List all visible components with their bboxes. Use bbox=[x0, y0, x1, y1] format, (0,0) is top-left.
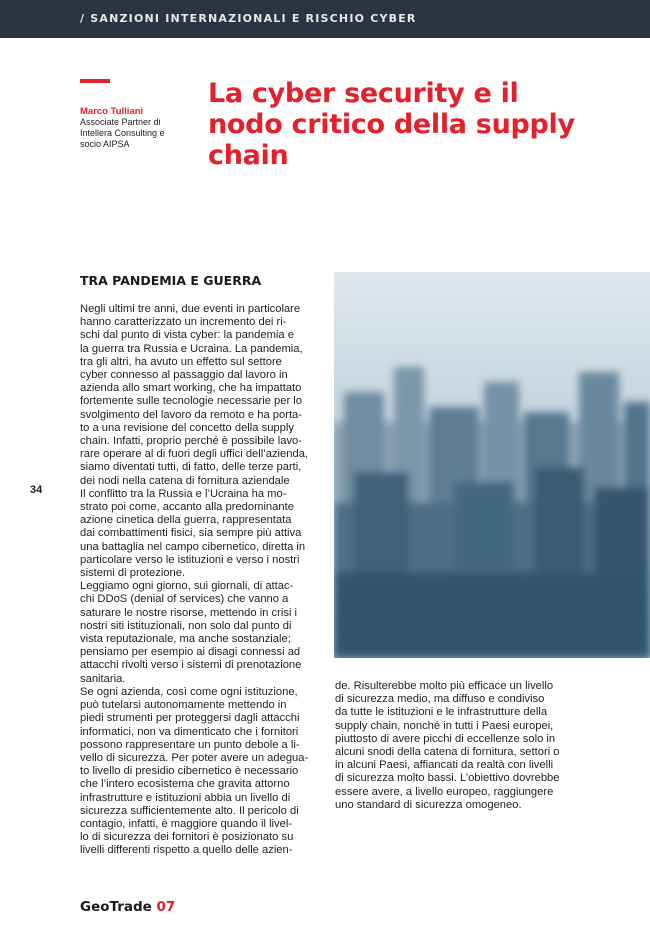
text-line: vello di sicurezza. Per poter avere un adegua- bbox=[80, 751, 309, 764]
author-role-line: socio AIPSA bbox=[80, 139, 130, 149]
text-line: saturare le nostre risorse, mettendo in crisi i bbox=[80, 606, 297, 619]
text-line: pensiamo per esempio ai disagi connessi ad bbox=[80, 646, 301, 659]
text-line: particolare verso le istituzioni e verso i nostri bbox=[80, 553, 300, 566]
text-line: uno standard di sicurezza omogeneo. bbox=[335, 798, 522, 811]
text-line: schi dal punto di vista cyber: la pandemia e bbox=[80, 329, 294, 342]
text-line: lo di sicurezza dei fornitori è posizionato su bbox=[80, 831, 294, 844]
text-line: in alcuni Paesi, affiancati da realtà con livelli bbox=[335, 759, 554, 772]
text-line: chi DDoS (denial of services) che vanno a bbox=[80, 593, 289, 606]
text-line: Se ogni azienda, così come ogni istituzione, bbox=[80, 685, 298, 698]
text-line: attacchi rivolti verso i sistemi di prenotazione bbox=[80, 659, 302, 672]
issue-number: 07 bbox=[156, 899, 176, 915]
author-role-line: Intellera Consulting e bbox=[80, 128, 165, 138]
text-line: supply chain, nonché in tutti i Paesi europei, bbox=[335, 719, 554, 732]
text-line: Leggiamo ogni giorno, sui giornali, di attac- bbox=[80, 580, 294, 593]
text-line: siamo diventati tutti, di fatto, delle terze parti, bbox=[80, 461, 302, 474]
text-line: to livello di presidio cibernetico è necessario bbox=[80, 765, 299, 778]
text-line: piuttosto di avere picchi di eccellenze solo in bbox=[335, 732, 556, 745]
text-line: la guerra tra Russia e Ucraina. La pandemia, bbox=[80, 342, 303, 355]
text-line: svolgimento del lavoro da remoto e ha porta- bbox=[80, 408, 303, 421]
text-line: dai combattimenti fisici, sia sempre più attiva bbox=[80, 527, 302, 540]
text-line: sicurezza sufficientemente alto. Il pericolo di bbox=[80, 804, 299, 817]
page-number: 34 bbox=[30, 484, 43, 496]
text-line: rare operare al di fuori degli uffici dell’azienda, bbox=[80, 448, 309, 461]
text-line: fortemente sulle tecnologie necessarie per lo bbox=[80, 395, 303, 408]
author-name: Marco Tulliani bbox=[80, 106, 144, 117]
text-line: di sicurezza medio, ma diffuso e condiviso bbox=[335, 693, 545, 706]
article-column-right bbox=[335, 680, 578, 812]
text-line: alcuni snodi della catena di fornitura, settori o bbox=[335, 746, 560, 759]
text-line: dei nodi nella catena di fornitura aziendale bbox=[80, 474, 290, 487]
text-line: nostri siti istituzionali, non solo dal punto di bbox=[80, 619, 292, 632]
section-header-bar bbox=[0, 0, 650, 38]
section-title: / SANZIONI INTERNAZIONALI E RISCHIO CYBER bbox=[80, 12, 417, 25]
author-block bbox=[80, 106, 195, 150]
text-line: possono rappresentare un punto debole a li- bbox=[80, 738, 300, 751]
text-line: sistemi di protezione. bbox=[80, 567, 186, 580]
text-line: informatici, non va dimenticato che i fornitori bbox=[80, 725, 299, 738]
brand-name: GeoTrade bbox=[80, 899, 152, 915]
text-line: può tutelarsi autonomamente mettendo in bbox=[80, 699, 287, 712]
article-column-left bbox=[80, 303, 320, 858]
text-line: di sicurezza molto bassi. L’obiettivo dovrebbe bbox=[335, 772, 560, 785]
text-line: tra gli altri, ha avuto un effetto sul settore bbox=[80, 355, 282, 368]
text-line: Negli ultimi tre anni, due eventi in particolare bbox=[80, 303, 301, 315]
text-line: infrastrutture e istituzioni abbia un livello di bbox=[80, 791, 291, 804]
article-subheading: TRA PANDEMIA E GUERRA bbox=[80, 273, 262, 288]
text-line: chain. Infatti, proprio perché è possibile lavo- bbox=[80, 435, 303, 448]
text-line: che l’intero ecosistema che gravita attorno bbox=[80, 778, 290, 791]
text-line: da tutte le istituzioni e le infrastrutture della bbox=[335, 706, 548, 719]
text-line: azienda allo smart working, che ha impattato bbox=[80, 382, 302, 395]
title-line: La cyber security e il bbox=[208, 78, 519, 109]
text-line: sanitaria. bbox=[80, 672, 126, 685]
text-line: cyber connesso al passaggio dal lavoro in bbox=[80, 369, 288, 382]
text-line: Il conflitto tra la Russia e l’Ucraina ha mo- bbox=[80, 487, 287, 500]
author-role-line: Associate Partner di bbox=[80, 117, 161, 127]
text-line: vista reputazionale, ma anche sostanziale; bbox=[80, 633, 291, 646]
text-line: to a una revisione del concetto della supply bbox=[80, 421, 294, 434]
text-line: essere avere, a livello europeo, raggiungere bbox=[335, 785, 554, 798]
footer-brand bbox=[80, 899, 175, 915]
city-skyline-photo bbox=[334, 272, 650, 658]
accent-rule bbox=[80, 79, 110, 83]
text-line: hanno caratterizzato un incremento dei ri- bbox=[80, 316, 287, 329]
title-line: chain bbox=[208, 140, 289, 171]
text-line: contagio, infatti, è maggiore quando il livel- bbox=[80, 817, 293, 830]
text-line: livelli differenti rispetto a quello delle azien- bbox=[80, 844, 293, 857]
text-line: una battaglia nel campo cibernetico, diretta in bbox=[80, 540, 306, 553]
title-line: nodo critico della supply bbox=[208, 109, 575, 140]
text-line: de. Risulterebbe molto più efficace un livello bbox=[335, 680, 554, 692]
text-line: azione cinetica della guerra, rappresentata bbox=[80, 514, 292, 527]
article-title bbox=[208, 78, 598, 171]
skyline-image bbox=[334, 272, 650, 658]
text-line: strato poi come, accanto alla predominante bbox=[80, 501, 294, 514]
text-line: piedi strumenti per proteggersi dagli attacchi bbox=[80, 712, 300, 725]
